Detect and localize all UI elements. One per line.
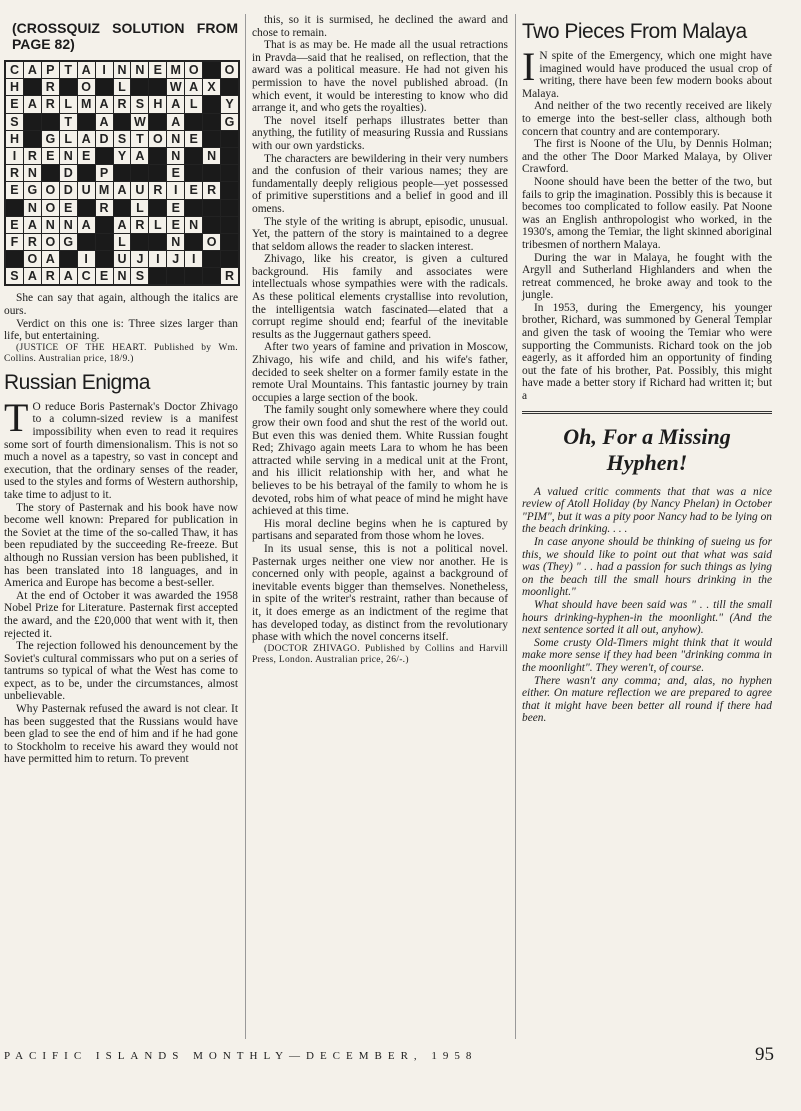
grid-letter: O <box>203 234 220 250</box>
grid-letter: S <box>131 268 148 284</box>
grid-letter: E <box>6 96 23 112</box>
grid-letter: D <box>60 165 77 181</box>
grid-letter: R <box>42 268 59 284</box>
paragraph: In 1953, during the Emergency, his younger brother, Richard, was summoned by General Templar and given the task of wooing the Temiar who were supporting the Communists. Richard took on the job eagerly, as it afforded him an opportunity of finding out the fate of his brother, Pat. Possibly, this might have made a better story if Richard had written it; but a <box>522 301 772 403</box>
paragraph: Zhivago, like his creator, is given a cultured background. His family and associates were intellectuals whose sympathies were with the radicals. As these political elements crystallise into revolution, the intelligentsia watch fascinated—elated that a corrupt regime should end; fearful of the inevitable results as the Juggernaut gathers speed. <box>252 253 508 341</box>
black-square <box>114 165 131 181</box>
grid-letter: L <box>131 200 148 216</box>
column-divider <box>245 14 246 1039</box>
grid-letter: A <box>60 268 77 284</box>
grid-letter: A <box>185 79 202 95</box>
grid-letter: O <box>42 200 59 216</box>
malaya-body <box>522 44 772 403</box>
black-square <box>149 148 166 164</box>
column-3 <box>522 14 772 725</box>
black-square <box>96 251 113 267</box>
black-square <box>24 79 41 95</box>
column-2 <box>252 14 508 666</box>
paragraph: That is as may be. He made all the usual retractions in Pravda—said that he realised, on reflection, that the award was a political measure. He had not given his permission to have the novel published abroad. (In which event, it would be interesting to know who did arrange it, and who gets the royalties). <box>252 39 508 115</box>
paragraph: And neither of the two recently received are likely to emerge into the best-seller class, although both concern that country and are contemporary. <box>522 100 772 138</box>
black-square <box>149 200 166 216</box>
grid-letter: A <box>42 251 59 267</box>
grid-letter: E <box>185 131 202 147</box>
grid-letter: E <box>78 148 95 164</box>
grid-letter: N <box>24 165 41 181</box>
grid-letter: A <box>114 217 131 233</box>
grid-letter: I <box>167 182 184 198</box>
grid-letter: G <box>60 234 77 250</box>
grid-letter: L <box>114 234 131 250</box>
grid-letter: A <box>96 96 113 112</box>
grid-letter: E <box>60 200 77 216</box>
grid-letter: R <box>6 165 23 181</box>
grid-letter: W <box>167 79 184 95</box>
paragraph: After two years of famine and privation in Moscow, Zhivago, his wife and child, and his wife's father, decided to seek shelter on a former family estate in the remote Ural Mountains. This fantastic journey by train occupies a large section of the book. <box>252 341 508 404</box>
black-square <box>24 114 41 130</box>
black-square <box>221 165 238 181</box>
black-square <box>185 268 202 284</box>
grid-letter: I <box>149 251 166 267</box>
grid-letter: L <box>149 217 166 233</box>
black-square <box>203 165 220 181</box>
grid-letter: J <box>131 251 148 267</box>
grid-letter: E <box>96 268 113 284</box>
paragraph: Verdict on this one is: Three sizes larger than life, but entertaining. <box>4 317 238 343</box>
grid-letter: O <box>24 251 41 267</box>
grid-letter: R <box>96 200 113 216</box>
grid-letter: T <box>60 114 77 130</box>
page-number: 95 <box>755 1044 774 1065</box>
hyphen-body <box>522 486 772 725</box>
grid-letter: A <box>24 96 41 112</box>
grid-letter: A <box>78 62 95 78</box>
paragraph: A valued critic comments that that was a nice review of Atoll Holiday (by Nancy Phelan) in October "PIM", but it was a pity poor Nancy had to be lying on the beach drinking. . . . <box>522 485 772 536</box>
paragraph: In case anyone should be thinking of sueing us for this, we should like to point out that what was said was (They) " . . had a passion for such things as lying on the beach till the small hours drinking in the moonlight." <box>522 536 772 599</box>
black-square <box>221 234 238 250</box>
grid-letter: A <box>167 114 184 130</box>
grid-letter: N <box>167 234 184 250</box>
grid-letter: I <box>6 148 23 164</box>
column-2-body <box>252 14 508 644</box>
grid-letter: E <box>167 165 184 181</box>
grid-letter: R <box>221 268 238 284</box>
grid-letter: G <box>221 114 238 130</box>
grid-letter: X <box>203 79 220 95</box>
grid-letter: N <box>24 200 41 216</box>
grid-letter: E <box>6 217 23 233</box>
black-square <box>203 96 220 112</box>
black-square <box>96 234 113 250</box>
black-square <box>185 200 202 216</box>
paragraph: She can say that again, although the italics are ours. <box>4 292 238 318</box>
paragraph: What should have been said was " . . till the small hours drinking-hyphen-in the moonlight." (And the next sentence sorted it all out, anyhow). <box>522 598 772 637</box>
zhivago-credit: (DOCTOR ZHIVAGO. Published by Collins and Harvill Press, London. Australian price, 26/-.) <box>252 643 508 665</box>
grid-letter: N <box>167 131 184 147</box>
grid-letter: S <box>114 131 131 147</box>
grid-letter: N <box>203 148 220 164</box>
grid-letter: L <box>60 131 77 147</box>
grid-letter: R <box>42 96 59 112</box>
black-square <box>131 165 148 181</box>
grid-letter: R <box>24 148 41 164</box>
grid-letter: R <box>149 182 166 198</box>
grid-letter: N <box>114 62 131 78</box>
grid-letter: A <box>131 148 148 164</box>
black-square <box>221 182 238 198</box>
black-square <box>149 114 166 130</box>
paragraph: The novel itself perhaps illustrates better than anything, the futility of measuring Russia and Russians with our own yardsticks. <box>252 114 508 152</box>
grid-letter: O <box>42 182 59 198</box>
black-square <box>203 251 220 267</box>
black-square <box>96 148 113 164</box>
black-square <box>221 79 238 95</box>
grid-letter: N <box>42 217 59 233</box>
grid-letter: O <box>42 234 59 250</box>
black-square <box>60 79 77 95</box>
grid-letter: I <box>78 251 95 267</box>
grid-letter: N <box>114 268 131 284</box>
malaya-heading: Two Pieces From Malaya <box>522 20 747 43</box>
black-square <box>149 268 166 284</box>
grid-letter: N <box>131 62 148 78</box>
paragraph: Some crusty Old-Timers might think that it would make more sense if they had been "drinking comma in the moonlight". They weren't, of course. <box>522 636 772 674</box>
paragraph: The family sought only somewhere where they could grow their own food and shut the rest of the world out. But even this was denied them. White Russian fought Red; Zhivago again meets Lara to whom he has been attracted while serving in a medical unit at the Front, and his illicit relationship with her, and what he believes to be his betrayal of the family to whom he is devoted, robs him of what peace of mind he might have achieved at this time. <box>252 404 508 518</box>
black-square <box>185 114 202 130</box>
black-square <box>131 234 148 250</box>
grid-letter: E <box>167 217 184 233</box>
grid-letter: R <box>203 182 220 198</box>
paragraph: His moral decline begins when he is captured by partisans and separated from those whom he loves. <box>252 517 508 543</box>
hyphen-box <box>522 411 772 725</box>
grid-letter: A <box>24 62 41 78</box>
paragraph: The style of the writing is abrupt, episodic, unusual. Yet, the pattern of the story is maintained to a degree that seldom allows the reader to slacken interest. <box>252 215 508 253</box>
grid-letter: A <box>96 114 113 130</box>
grid-letter: N <box>60 217 77 233</box>
black-square <box>203 131 220 147</box>
grid-letter: E <box>42 148 59 164</box>
grid-letter: M <box>167 62 184 78</box>
black-square <box>78 234 95 250</box>
paragraph: this, so it is surmised, he declined the award and chose to remain. <box>252 14 508 39</box>
black-square <box>96 79 113 95</box>
column-divider <box>515 14 516 1039</box>
grid-letter: O <box>185 62 202 78</box>
grid-letter: M <box>78 96 95 112</box>
grid-letter: A <box>78 217 95 233</box>
russian-enigma-body <box>4 394 238 766</box>
grid-letter: I <box>96 62 113 78</box>
black-square <box>185 234 202 250</box>
grid-letter: D <box>60 182 77 198</box>
black-square <box>42 114 59 130</box>
russian-enigma-heading: Russian Enigma <box>4 370 150 394</box>
black-square <box>203 200 220 216</box>
hyphen-heading: Oh, For a Missing Hyphen! <box>563 423 731 475</box>
paragraph: I N spite of the Emergency, which one might have imagined would have produced the usual crop of writing, there have been few modern books about Malaya. <box>522 44 772 100</box>
black-square <box>114 114 131 130</box>
justice-credit: (JUSTICE OF THE HEART. Published by Wm. Collins. Australian price, 18/9.) <box>4 342 238 364</box>
black-square <box>149 79 166 95</box>
black-square <box>221 217 238 233</box>
grid-letter: I <box>185 251 202 267</box>
grid-letter: O <box>149 131 166 147</box>
grid-letter: S <box>131 96 148 112</box>
grid-letter: M <box>96 182 113 198</box>
grid-letter: E <box>167 200 184 216</box>
black-square <box>221 251 238 267</box>
black-square <box>203 62 220 78</box>
grid-letter: H <box>6 131 23 147</box>
crossquiz-heading: (CROSSQUIZ SOLUTION FROM PAGE 82) <box>12 20 238 52</box>
grid-letter: O <box>78 79 95 95</box>
crossword-grid <box>4 60 240 286</box>
grid-letter: C <box>78 268 95 284</box>
grid-letter: A <box>78 131 95 147</box>
grid-letter: L <box>60 96 77 112</box>
grid-letter: R <box>131 217 148 233</box>
paragraph: The story of Pasternak and his book have now become well known: Prepared for publication in the Soviet at the time of the so-called Thaw, it has been repudiated by the succeeding Re-freeze. But although no Russian version has been published, it has been translated into 18 languages, and in America and Europe has become a best-seller. <box>4 501 238 590</box>
black-square <box>185 165 202 181</box>
paragraph: T O reduce Boris Pasternak's Doctor Zhivago to a column-sized review is a manifest impossibility when even to read it requires some sort of fourth dimensionalism. This is not so much a novel as a tapestry, so vast in concept and execution, that the ordinary senses of the reader, used to the styles and forms of Western authorship, take time to adjust to it. <box>4 394 238 501</box>
grid-letter: G <box>42 131 59 147</box>
paragraph: During the war in Malaya, he fought with the Argyll and Sutherland Highlanders and when the retreat commenced, he broke away and took to the jungle. <box>522 251 772 302</box>
black-square <box>203 114 220 130</box>
column-1 <box>4 14 238 766</box>
paragraph: At the end of October it was awarded the 1958 Nobel Prize for Literature. Pasternak first accepted the award, and the £20,000 that went with it, then rejected it. <box>4 589 238 640</box>
grid-letter: Y <box>221 96 238 112</box>
grid-letter: H <box>6 79 23 95</box>
grid-letter: P <box>96 165 113 181</box>
grid-letter: U <box>131 182 148 198</box>
grid-letter: T <box>131 131 148 147</box>
column-1-intro <box>4 292 238 342</box>
grid-letter: F <box>6 234 23 250</box>
black-square <box>78 165 95 181</box>
black-square <box>167 268 184 284</box>
grid-letter: L <box>114 79 131 95</box>
grid-letter: N <box>60 148 77 164</box>
grid-letter: H <box>149 96 166 112</box>
paragraph: The rejection followed his denouncement by the Soviet's cultural commissars who put on a series of tantrums so typical of what the West has come to expect, as to be, under the circumstances, almost unbelievable. <box>4 640 238 703</box>
black-square <box>149 165 166 181</box>
grid-letter: U <box>114 251 131 267</box>
black-square <box>185 148 202 164</box>
grid-letter: E <box>6 182 23 198</box>
black-square <box>6 200 23 216</box>
black-square <box>6 251 23 267</box>
paragraph: In its usual sense, this is not a political novel. Pasternak urges neither one view nor another. He is concerned only with people, against a background of inevitable events bigger than themselves. Nonetheless, in spite of the writer's restraint, rather than because of it, it does emerge as an indictment of the regime that has developed today, as distinct from the revolutionary phase with which the novel concerns itself. <box>252 542 508 644</box>
grid-letter: C <box>6 62 23 78</box>
grid-letter: A <box>114 182 131 198</box>
paragraph: There wasn't any comma; and, alas, no hyphen either. On mature reflection we are prepared to agree that it might have been better all round if there had been. <box>522 674 772 725</box>
black-square <box>96 217 113 233</box>
black-square <box>203 217 220 233</box>
grid-letter: S <box>6 268 23 284</box>
black-square <box>78 200 95 216</box>
grid-letter: E <box>185 182 202 198</box>
grid-letter: N <box>185 217 202 233</box>
paragraph: Why Pasternak refused the award is not clear. It has been suggested that the Russians would have been glad to see the end of him and if he had gone to Stockholm to receive his award they would not have permitted him to return. To prevent <box>4 703 238 766</box>
paragraph: The characters are bewildering in their very numbers and the confusion of their various names; they are fundamentally deeply religious people—yet possessed of primitive superstitions and a belief in good and ill omens. <box>252 152 508 215</box>
black-square <box>221 131 238 147</box>
grid-letter: A <box>24 217 41 233</box>
grid-letter: W <box>131 114 148 130</box>
grid-letter: A <box>167 96 184 112</box>
black-square <box>60 251 77 267</box>
grid-letter: G <box>24 182 41 198</box>
grid-letter: L <box>185 96 202 112</box>
grid-letter: D <box>96 131 113 147</box>
paragraph: The first is Noone of the Ulu, by Dennis Holman; and the other The Door Marked Malaya, by Oliver Crawford. <box>522 138 772 176</box>
footer-text: PACIFIC ISLANDS MONTHLY—DECEMBER, 1958 <box>4 1050 478 1062</box>
black-square <box>78 114 95 130</box>
black-square <box>24 131 41 147</box>
black-square <box>131 79 148 95</box>
grid-letter: E <box>149 62 166 78</box>
black-square <box>149 234 166 250</box>
grid-letter: Y <box>114 148 131 164</box>
black-square <box>114 200 131 216</box>
black-square <box>221 148 238 164</box>
paragraph: Noone should have been the better of the two, but fails to grip the imagination. Possibly this is because it becomes too complicated to follow easily. Pat Noone was an English anthropologist who worked, in the 1930's, among the Temiar, the light skinned aboriginal tribesmen of northern Malaya. <box>522 175 772 251</box>
grid-letter: S <box>6 114 23 130</box>
grid-letter: U <box>78 182 95 198</box>
black-square <box>42 165 59 181</box>
grid-letter: T <box>60 62 77 78</box>
grid-letter: J <box>167 251 184 267</box>
grid-letter: P <box>42 62 59 78</box>
grid-letter: R <box>42 79 59 95</box>
grid-letter: N <box>167 148 184 164</box>
black-square <box>221 200 238 216</box>
page-footer <box>4 1044 774 1066</box>
grid-letter: R <box>24 234 41 250</box>
black-square <box>203 268 220 284</box>
grid-letter: A <box>24 268 41 284</box>
grid-letter: O <box>221 62 238 78</box>
grid-letter: R <box>114 96 131 112</box>
